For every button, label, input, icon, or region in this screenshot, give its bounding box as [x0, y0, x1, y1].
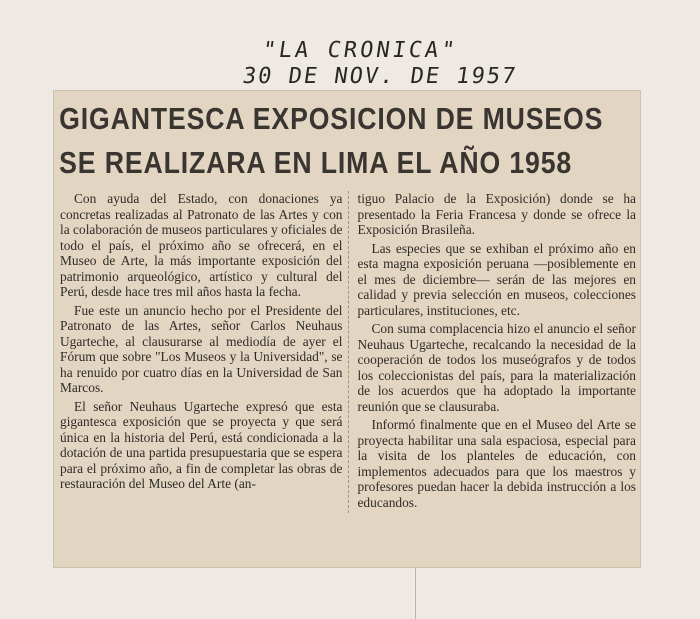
headline-line-2: SE REALIZARA EN LIMA EL AÑO 1958 — [59, 145, 573, 180]
handwritten-date: 30 DE NOV. DE 1957 — [241, 64, 519, 89]
paragraph: Con ayuda del Estado, con donaciones ya concretas realizadas al Patronato de las Artes y con la colaboración de museos particulares y oficiales de todo el país, el próximo año se ofrecerá, en el Museo de Arte, la más importante exposición del patrimonio arqueológico, artístico y cultural del Perú, desde hace tres mil años hasta la fecha. — [60, 191, 343, 299]
left-column — [60, 191, 349, 513]
paragraph: Informó finalmente que en el Museo del Arte se proyecta habilitar una sala espaciosa, especial para la visita de los planteles de educación, con implementos adecuados para que los maestros y profesores puedan hacer la debida instrucción a los educandos. — [357, 417, 636, 510]
paragraph: Fue este un anuncio hecho por el Presidente del Patronato de las Artes, señor Carlos Neuhaus Ugarteche, al clausurarse al mediodía de ayer el Fórum que sobre "Los Museos y la Universidad", se ha renuido por cuatro días en la Universidad de San Marcos. — [60, 302, 343, 395]
newspaper-clipping — [54, 91, 640, 567]
handwritten-newspaper-name: "LA CRONICA" — [260, 38, 460, 63]
paper-crease — [415, 567, 416, 619]
paragraph-continuation: tiguo Palacio de la Exposición) donde se ha presentado la Feria Francesa y donde se ofrece la Exposición Brasileña. — [357, 191, 636, 237]
headline — [54, 91, 641, 185]
paragraph: Las especies que se exhiban el próximo año en esta magna exposición peruana —posiblemente en el mes de diciembre— serán de las mejores en calidad y previa selección en museos, colecciones particulares, instituciones, etc. — [357, 240, 636, 318]
paragraph: El señor Neuhaus Ugarteche expresó que esta gigantesca exposición que se proyecta y que será única en la historia del Perú, está condicionada a la dotación de una partida presupuestaria que se espera para el próximo año, a fin de completar las obras de restauración del Museo del Arte (an- — [60, 398, 343, 491]
article-body — [60, 191, 636, 513]
headline-line-1: GIGANTESCA EXPOSICION DE MUSEOS — [59, 101, 604, 136]
right-column — [349, 191, 636, 513]
paragraph: Con suma complacencia hizo el anuncio el señor Neuhaus Ugarteche, recalcando la necesidad de la cooperación de todos los museógrafos y de todos los coleccionistas del país, para la materialización de los acuerdos que ha adoptado la importante reunión que se clausuraba. — [357, 321, 636, 414]
